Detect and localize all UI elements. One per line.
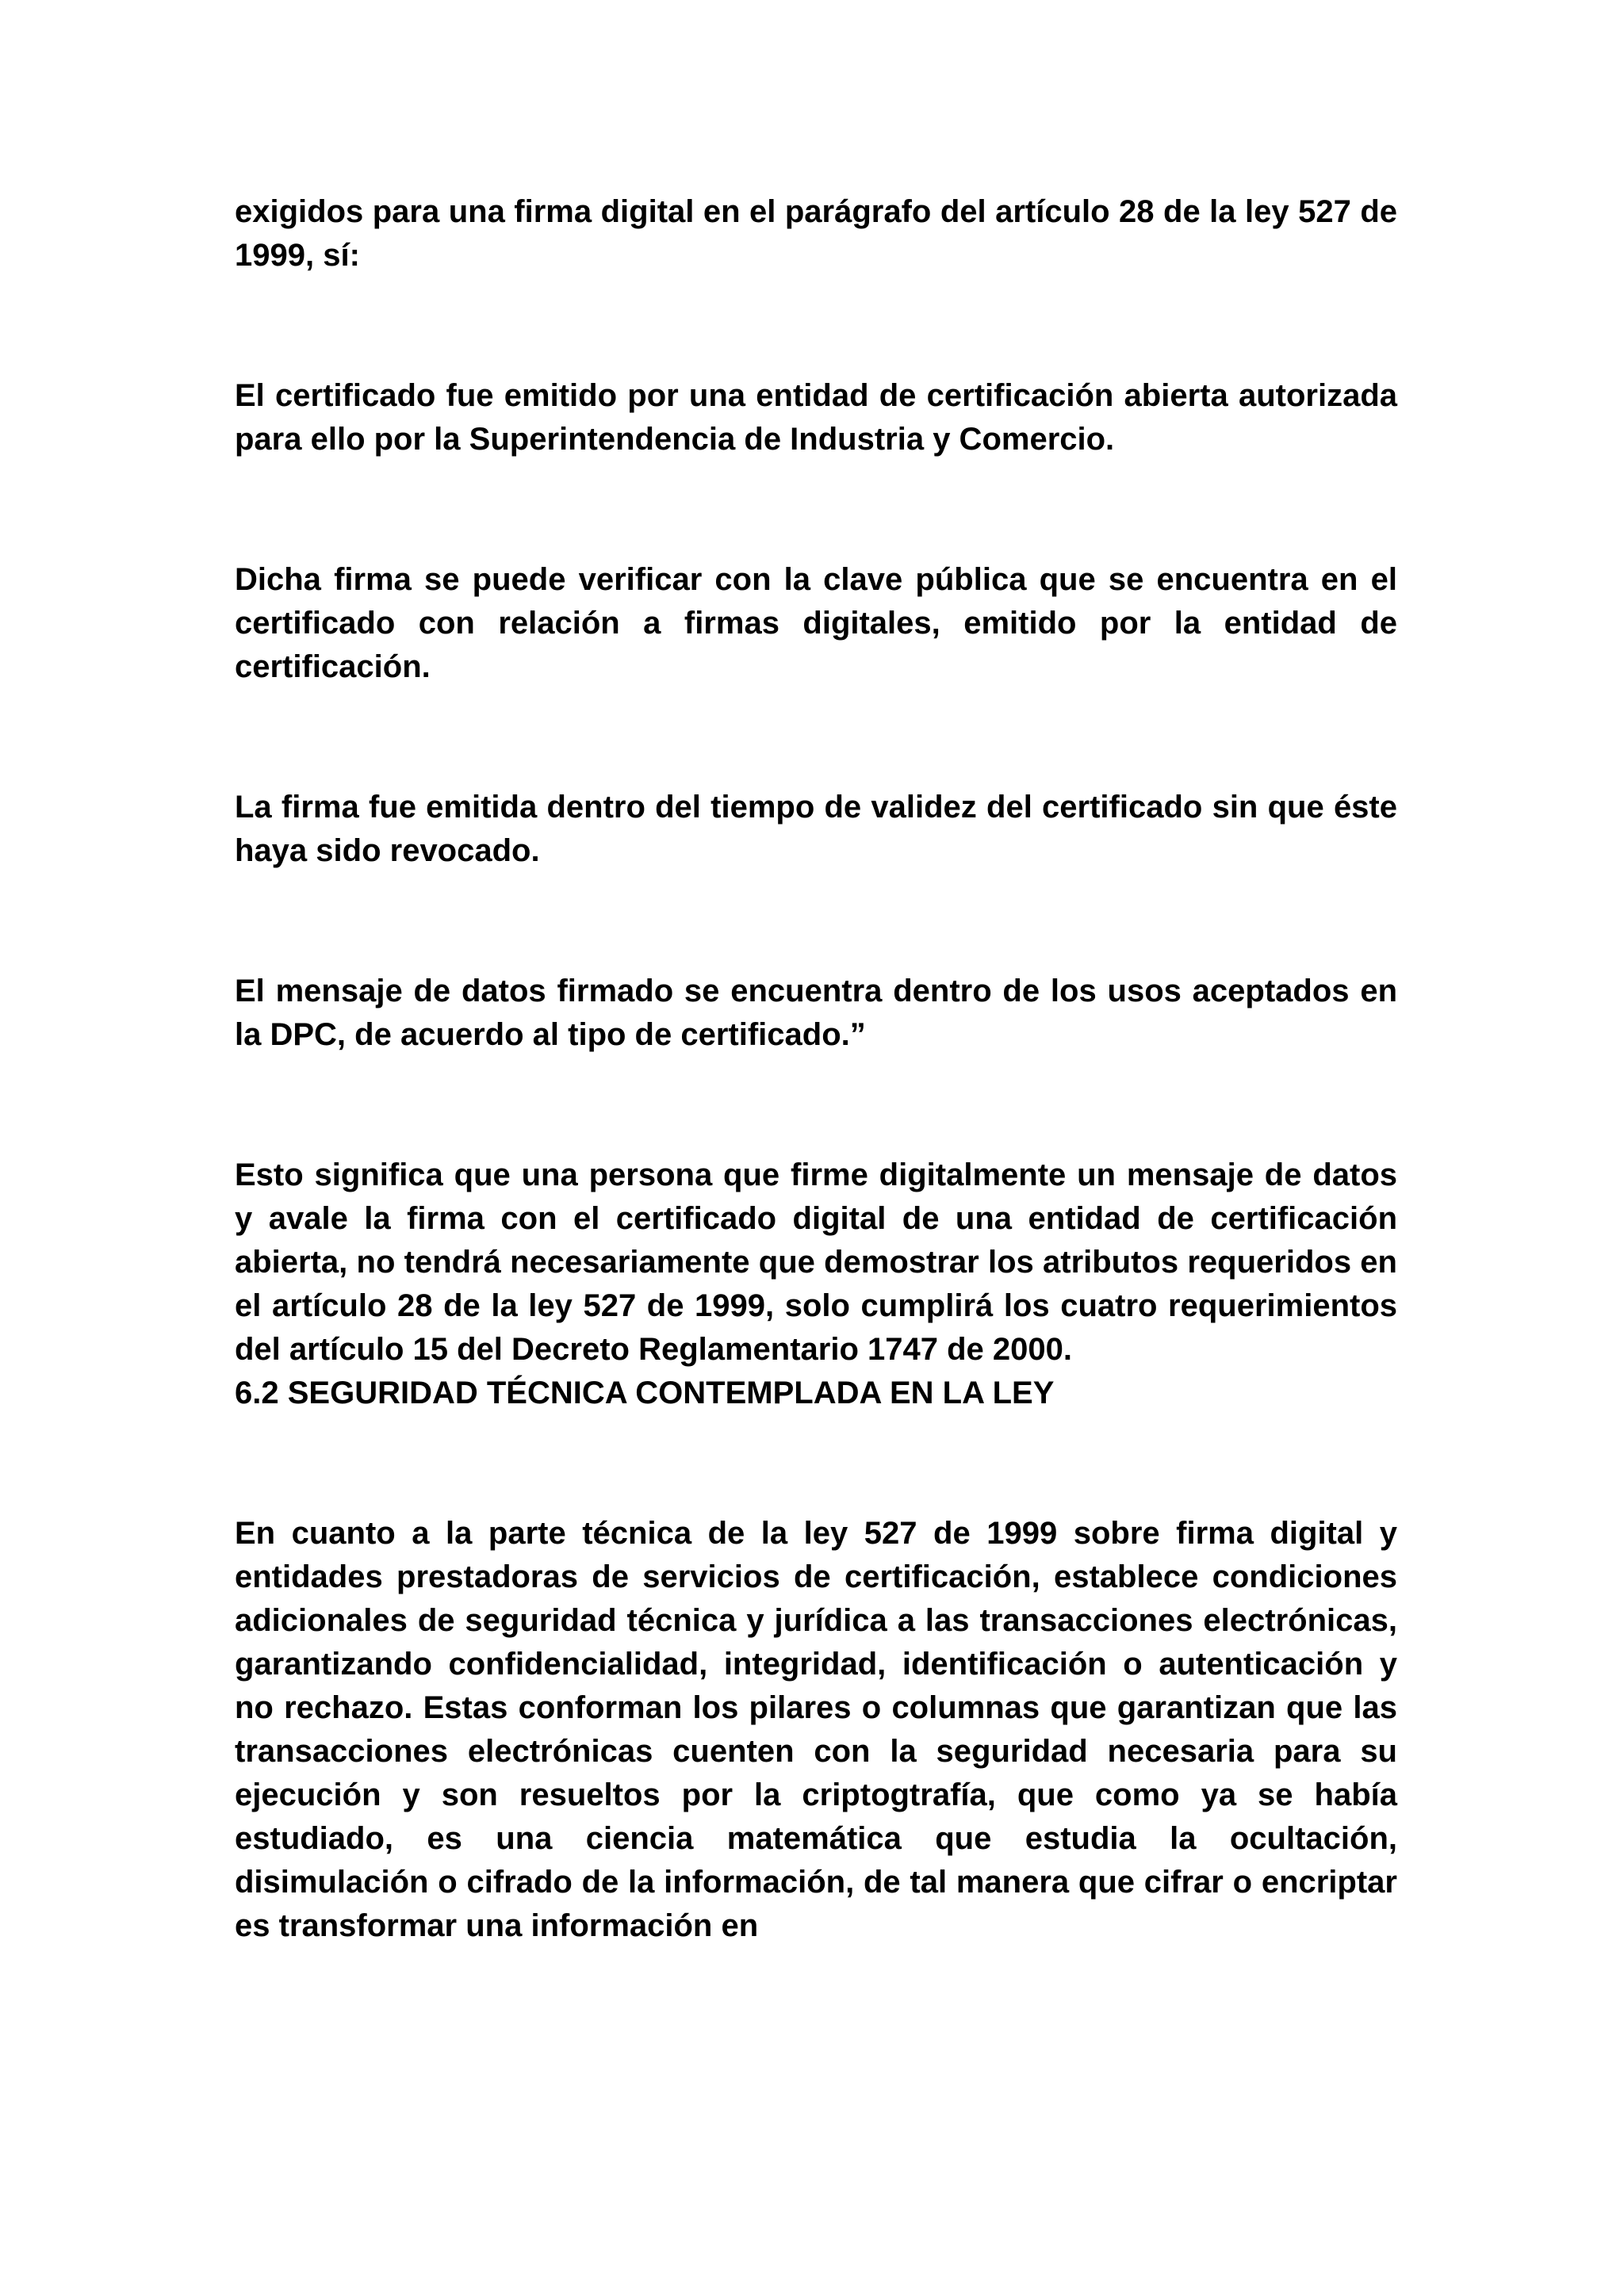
paragraph-validity-period: La firma fue emitida dentro del tiempo de validez del certificado sin que éste haya sido revocado. <box>235 790 1397 868</box>
paragraph-signature-verification: Dicha firma se puede verificar con la clave pública que se encuentra en el certificado con relación a firmas digitales, emitido por la entidad de certificación. <box>235 562 1397 684</box>
paragraph-requirements-intro: exigidos para una firma digital en el parágrafo del artículo 28 de la ley 527 de 1999, sí: <box>235 194 1397 273</box>
section-heading: 6.2 SEGURIDAD TÉCNICA CONTEMPLADA EN LA LEY <box>235 1376 1055 1410</box>
document-page <box>235 190 1397 1948</box>
paragraph-meaning: Esto significa que una persona que firme digitalmente un mensaje de datos y avale la firma con el certificado digital de una entidad de certificación abierta, no tendrá necesariamente que demostrar los atributos requeridos en el artículo 28 de la ley 527 de 1999, solo cumplirá los cuatro requerimientos del artículo 15 del Decreto Reglamentario 1747 de 2000. <box>235 1158 1397 1367</box>
paragraph-certificate-issued: El certificado fue emitido por una entidad de certificación abierta autorizada para ello por la Superintendencia de Industria y Comercio. <box>235 378 1397 457</box>
paragraph-technical-security: En cuanto a la parte técnica de la ley 527 de 1999 sobre firma digital y entidades prestadoras de servicios de certificación, establece condiciones adicionales de seguridad técnica y jurídica a las transacciones electrónicas, garantizando confidencialidad, integridad, identificación o autenticación y no rechazo. Estas conforman los pilares o columnas que garantizan que las transacciones electrónicas cuenten con la seguridad necesaria para su ejecución y son resueltos por la criptogtrafía, que como ya se había estudiado, es una ciencia matemática que estudia la ocultación, disimulación o cifrado de la información, de tal manera que cifrar o encriptar es transformar una información en <box>235 1516 1397 1943</box>
paragraph-accepted-uses: El mensaje de datos firmado se encuentra dentro de los usos aceptados en la DPC, de acuerdo al tipo de certificado.” <box>235 974 1397 1052</box>
